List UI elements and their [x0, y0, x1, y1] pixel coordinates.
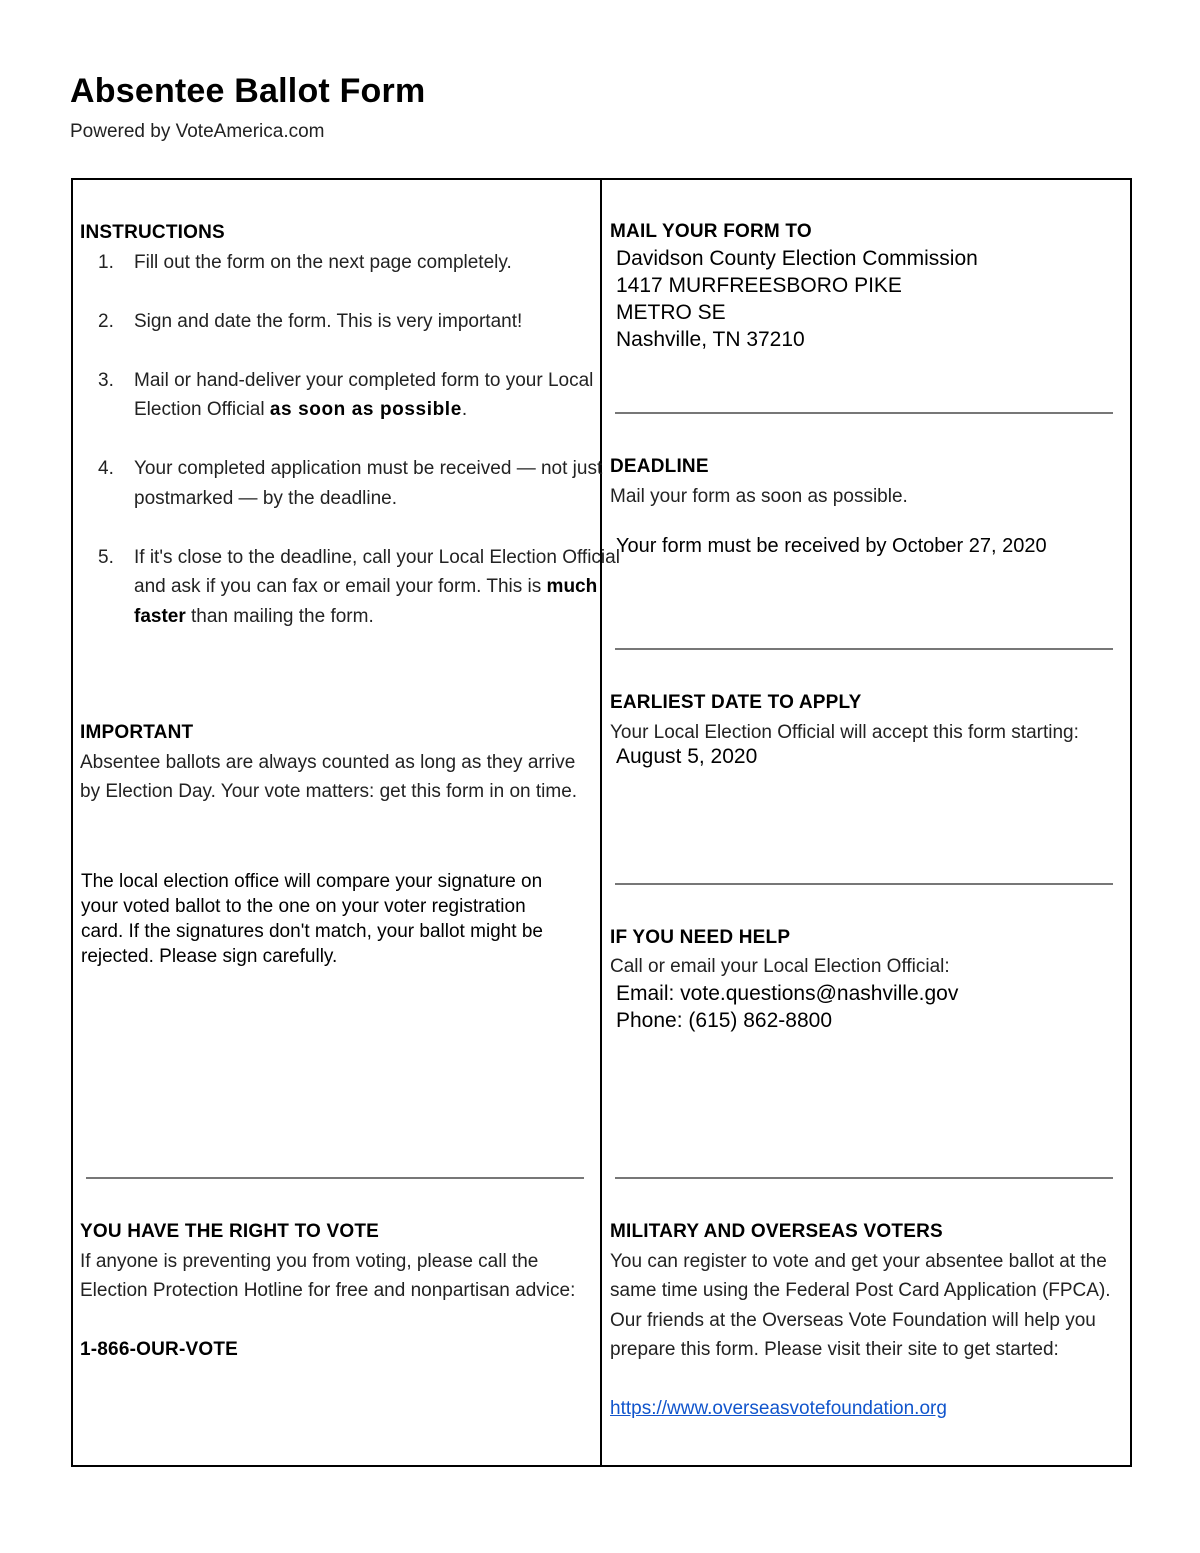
step-number: 2. [98, 310, 114, 332]
instruction-step [80, 307, 654, 337]
section-divider [615, 883, 1113, 885]
address-line: METRO SE [616, 301, 726, 324]
step-number: 1. [98, 251, 114, 273]
step-text: Mail or hand-deliver your completed form to your Local Election Official [134, 369, 594, 420]
powered-by-text: Powered by VoteAmerica.com [70, 121, 325, 142]
step-text-end: than mailing the form. [185, 605, 374, 627]
instruction-step [80, 366, 654, 425]
earliest-date-text: Your Local Election Official will accept this form starting: [610, 721, 1079, 743]
address-line: Nashville, TN 37210 [616, 328, 805, 351]
step-emphasis: much faster [134, 576, 598, 627]
step-number: 5. [98, 546, 114, 568]
deadline-section [610, 452, 1120, 559]
deadline-date: Your form must be received by October 27, 2020 [616, 535, 1047, 557]
signature-note: The local election office will compare your signature on your voted ballot to the one on your voter registration card. If the signatures don't match, your ballot might be rejected. Please sign carefully. [81, 871, 543, 967]
right-to-vote-section [80, 1217, 590, 1365]
address-line: 1417 MURFREESBORO PIKE [616, 274, 902, 297]
deadline-heading: DEADLINE [610, 456, 709, 477]
instruction-step [80, 248, 654, 278]
earliest-date-section [610, 688, 1080, 770]
military-text: You can register to vote and get your absentee ballot at the same time using the Federal Post Card Application (FPCA). Our friends at the Overseas Vote Foundation will help you prepare this form. Please visit their site to get started: [610, 1250, 1111, 1360]
help-heading: IF YOU NEED HELP [610, 927, 791, 948]
help-phone: Phone: (615) 862-8800 [616, 1008, 832, 1032]
earliest-date-value: August 5, 2020 [616, 745, 758, 768]
address-line: Davidson County Election Commission [616, 247, 978, 270]
instructions-section [80, 218, 620, 645]
section-divider [86, 1177, 584, 1179]
step-text-end: . [461, 399, 468, 420]
right-to-vote-heading: YOU HAVE THE RIGHT TO VOTE [80, 1221, 380, 1242]
instructions-list [80, 248, 620, 632]
instruction-step [80, 543, 654, 632]
earliest-date-heading: EARLIEST DATE TO APPLY [610, 692, 862, 713]
mail-to-section [610, 218, 1120, 353]
military-heading: MILITARY AND OVERSEAS VOTERS [610, 1221, 943, 1242]
help-section [610, 923, 1120, 1034]
instruction-step [80, 454, 654, 513]
overseas-vote-link[interactable]: https://www.overseasvotefoundation.org [610, 1398, 947, 1419]
hotline-number: 1-866-OUR-VOTE [80, 1339, 239, 1360]
right-to-vote-text: If anyone is preventing you from voting, please call the Election Protection Hotline for free and nonpartisan advice: [80, 1250, 576, 1301]
step-text: If it's close to the deadline, call your Local Election Official and ask if you can fax or email your form. This is [134, 546, 620, 597]
important-heading: IMPORTANT [80, 722, 194, 743]
instructions-heading: INSTRUCTIONS [80, 222, 225, 243]
military-section [610, 1217, 1122, 1424]
help-email: Email: vote.questions@nashville.gov [616, 981, 959, 1005]
deadline-text: Mail your form as soon as possible. [610, 485, 908, 507]
page-title: Absentee Ballot Form [70, 72, 426, 110]
step-emphasis: as soon as possible [269, 399, 462, 420]
important-text: Absentee ballots are always counted as long as they arrive by Election Day. Your vote matters: get this form in on time. [80, 751, 578, 802]
step-number: 4. [98, 458, 114, 479]
mail-to-heading: MAIL YOUR FORM TO [610, 221, 812, 242]
section-divider [615, 648, 1113, 650]
step-text: Fill out the form on the next page completely. [134, 251, 512, 273]
step-text: Your completed application must be received — not just postmarked — by the deadline. [134, 458, 603, 509]
help-text: Call or email your Local Election Official: [610, 955, 950, 977]
section-divider [615, 412, 1113, 414]
step-text: Sign and date the form. This is very important! [134, 310, 523, 332]
section-divider [615, 1177, 1113, 1179]
important-section [80, 718, 590, 807]
step-number: 3. [98, 369, 114, 391]
